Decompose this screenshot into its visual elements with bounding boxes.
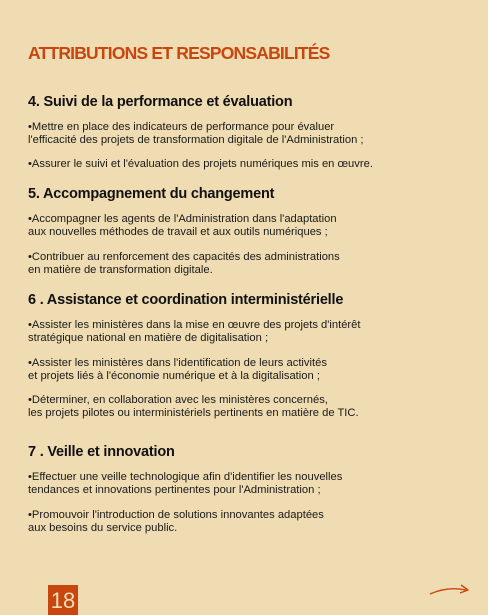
bullet-paragraph: •Effectuer une veille technologique afin d'identifier les nouvelles tendances et innovations pertinentes pour l'Administration ;	[28, 471, 343, 496]
bullet-paragraph: •Assister les ministères dans la mise en œuvre des projets d'intérêt stratégique national en matière de digitalisation ;	[28, 319, 361, 344]
section-heading-5: 5. Accompagnement du changement	[28, 186, 275, 202]
page-number: 18	[50, 588, 76, 613]
page-title: ATTRIBUTIONS ET RESPONSABILITÉS	[28, 43, 330, 63]
bullet-paragraph: •Déterminer, en collaboration avec les ministères concernés, les projets pilotes ou interministériels pertinents en matière de TIC.	[28, 394, 359, 419]
bullet-paragraph: •Assister les ministères dans l'identification de leurs activités et projets liés à l'économie numérique et à la digitalisation ;	[28, 357, 327, 382]
bullet-paragraph: •Assurer le suivi et l'évaluation des projets numériques mis en œuvre.	[28, 158, 373, 170]
bullet-paragraph: •Promouvoir l'introduction de solutions innovantes adaptées aux besoins du service public.	[28, 509, 324, 534]
arrow-right-icon[interactable]	[428, 578, 472, 598]
bullet-paragraph: •Mettre en place des indicateurs de performance pour évaluer l'efficacité des projets de transformation digitale de l'Administration ;	[28, 121, 364, 146]
bullet-paragraph: •Contribuer au renforcement des capacités des administrations en matière de transformation digitale.	[28, 251, 340, 276]
section-heading-7: 7 . Veille et innovation	[28, 444, 175, 460]
section-heading-4: 4. Suivi de la performance et évaluation	[28, 94, 293, 110]
section-heading-6: 6 . Assistance et coordination interministérielle	[28, 292, 344, 308]
page-number-badge	[48, 585, 78, 615]
bullet-paragraph: •Accompagner les agents de l'Administration dans l'adaptation aux nouvelles méthodes de travail et aux outils numériques ;	[28, 213, 337, 238]
